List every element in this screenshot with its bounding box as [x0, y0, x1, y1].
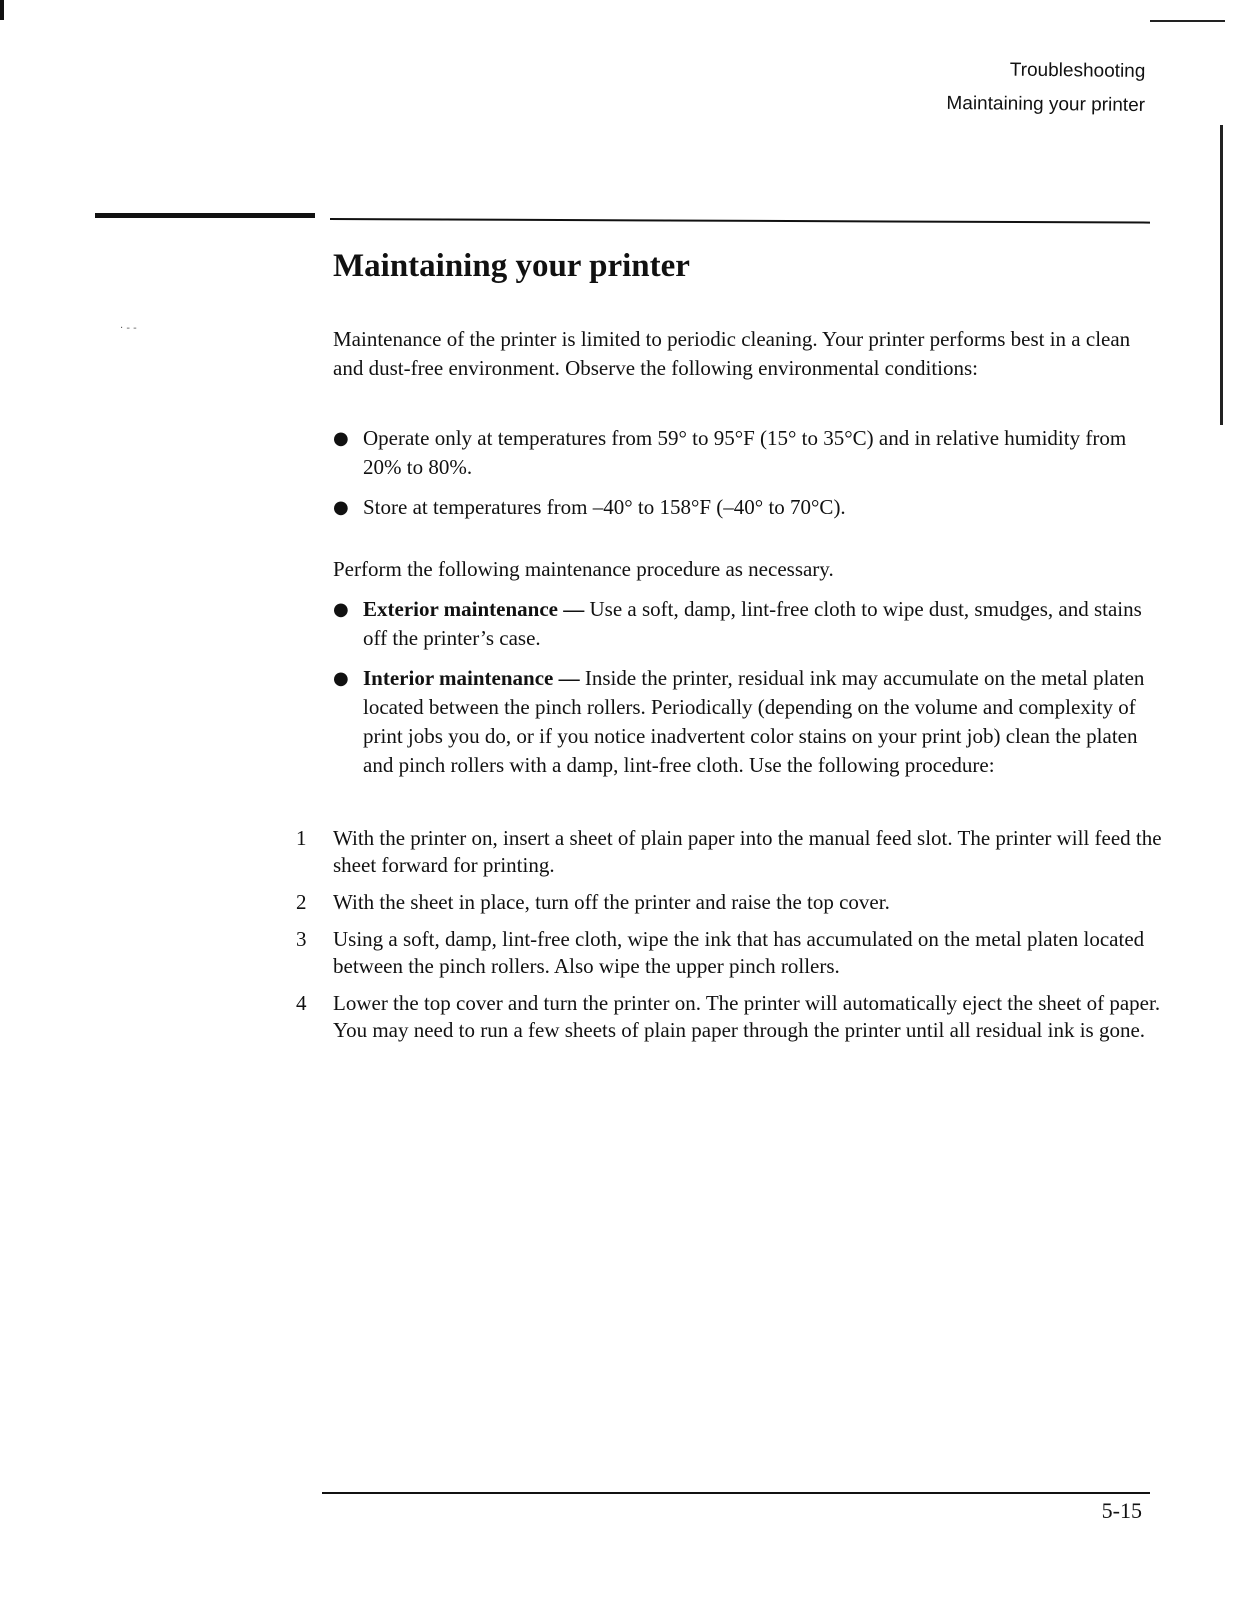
bullet-icon: ●: [333, 497, 349, 518]
list-item: [333, 664, 1163, 780]
footer-rule: [322, 1492, 1150, 1494]
page-title: Maintaining your printer: [333, 248, 690, 284]
maintenance-term: Interior maintenance —: [363, 666, 580, 690]
list-item: [333, 595, 1163, 653]
step-text: With the sheet in place, turn off the printer and raise the top cover.: [333, 890, 890, 914]
running-header: [947, 53, 1146, 123]
step-number: 1: [296, 826, 307, 850]
maintenance-list: [333, 595, 1163, 791]
step-number: 3: [296, 927, 307, 951]
maintenance-text: Inside the printer, residual ink may accumulate on the metal platen located between the pinch rollers. Periodically (depending on the volume and complexity of print jobs you do, or if you notice inadvertent color stains on your print job) clean the platen and pinch rollers with a damp, lint-free cloth. Use the following procedure:: [363, 666, 1145, 777]
page-number: 5-15: [1101, 1498, 1142, 1523]
scan-edge-bar: [1220, 125, 1223, 425]
step-item: [296, 825, 1166, 879]
maintenance-term: Exterior maintenance —: [363, 597, 585, 621]
scan-mark: [0, 0, 4, 20]
scan-line: [1150, 20, 1225, 22]
section-rule-thin: [330, 218, 1150, 223]
list-item: [333, 424, 1163, 482]
step-number: 2: [296, 890, 307, 914]
bullet-icon: ●: [333, 668, 349, 689]
intro-paragraph: Maintenance of the printer is limited to periodic cleaning. Your printer performs best in a clean and dust-free environment. Observe the following environmental conditions:: [333, 327, 1131, 380]
list-item: [333, 493, 1163, 522]
condition-text: Operate only at temperatures from 59° to 95°F (15° to 35°C) and in relative humidity from 20% to 80%.: [363, 426, 1127, 479]
bullet-icon: ●: [333, 599, 349, 620]
section-rule-thick: [95, 213, 315, 218]
perform-paragraph: Perform the following maintenance procedure as necessary.: [333, 557, 834, 581]
step-item: [296, 926, 1166, 980]
step-text: With the printer on, insert a sheet of plain paper into the manual feed slot. The printer will feed the sheet forward for printing.: [333, 826, 1162, 877]
condition-text: Store at temperatures from –40° to 158°F (–40° to 70°C).: [363, 495, 846, 519]
step-text: Using a soft, damp, lint-free cloth, wipe the ink that has accumulated on the metal platen located between the pinch rollers. Also wipe the upper pinch rollers.: [333, 927, 1145, 978]
header-section: Maintaining your printer: [946, 92, 1146, 116]
bullet-icon: ●: [333, 428, 349, 449]
procedure-steps: [296, 825, 1166, 1054]
step-item: [296, 990, 1166, 1044]
step-item: [296, 889, 1166, 916]
conditions-list: [333, 424, 1163, 533]
scan-specks: · - -: [120, 323, 137, 334]
step-text: Lower the top cover and turn the printer on. The printer will automatically eject the sheet of paper. You may need to run a few sheets of plain paper through the printer until all residual ink is gone.: [333, 991, 1161, 1042]
step-number: 4: [296, 991, 307, 1015]
maintenance-text: Use a soft, damp, lint-free cloth to wipe dust, smudges, and stains off the printer’s case.: [363, 597, 1142, 650]
header-chapter: Troubleshooting: [1010, 59, 1146, 82]
